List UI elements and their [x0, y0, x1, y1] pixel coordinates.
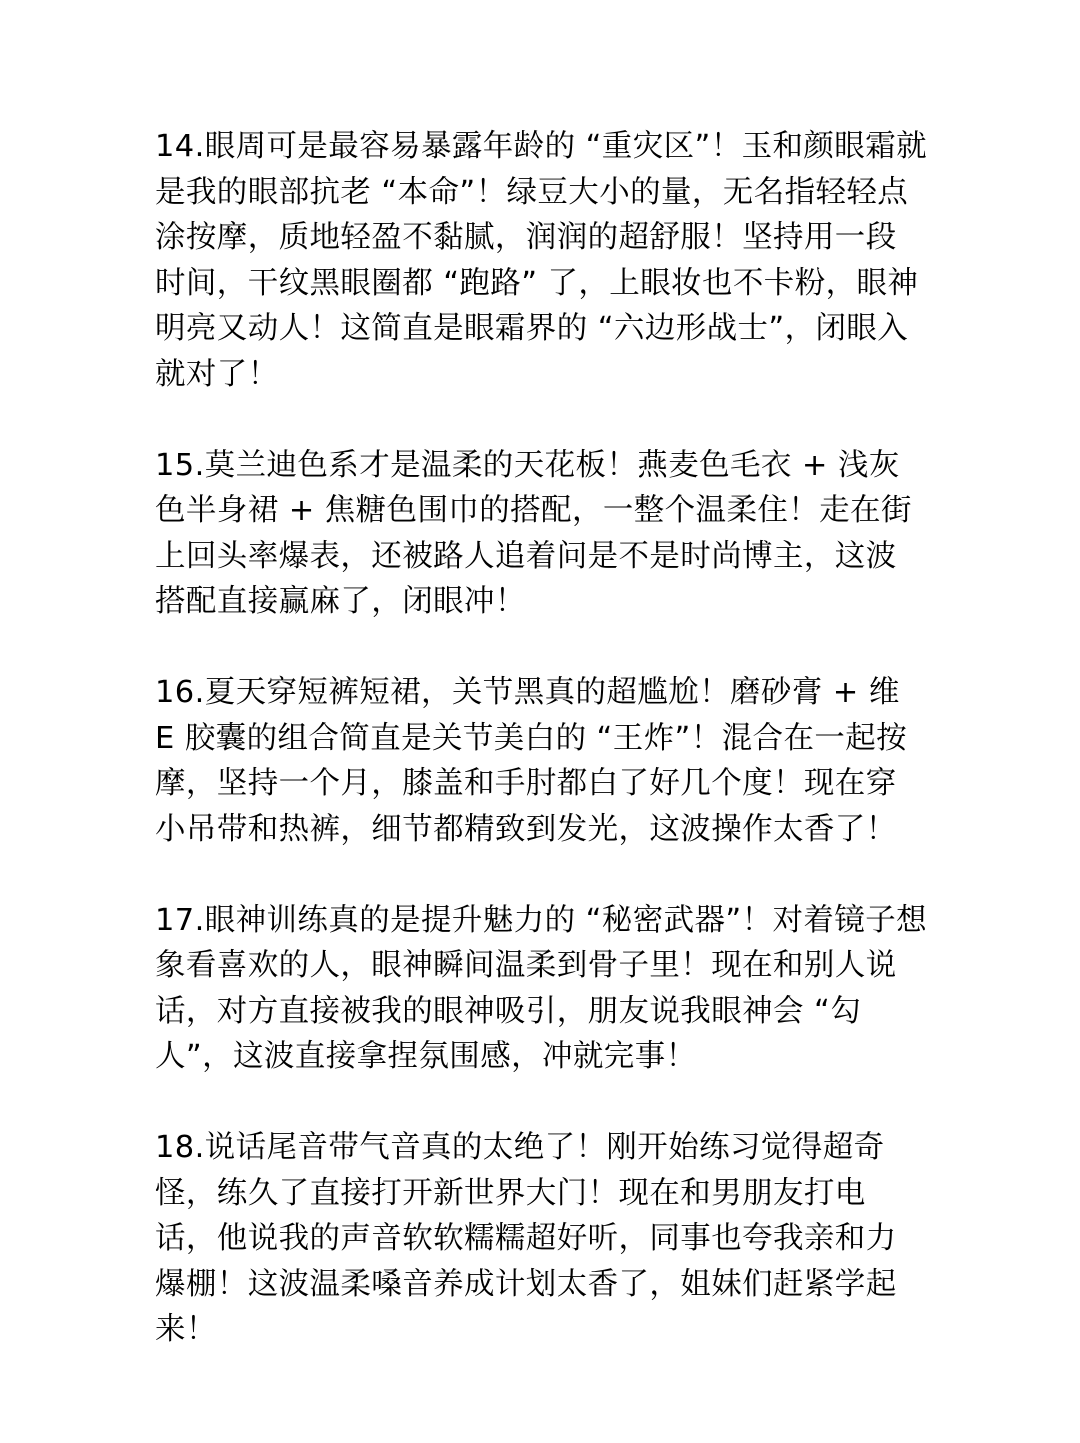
paragraph-15: 15.莫兰迪色系才是温柔的天花板！燕麦色毛衣 + 浅灰色半身裙 + 焦糖色围巾的搭配，一整个温柔住！走在街上回头率爆表，还被路人追着问是不是时尚博主，这波搭配直接赢麻了，闭眼冲！ — [155, 447, 912, 619]
paragraph-16: 16.夏天穿短裤短裙，关节黑真的超尴尬！磨砂膏 + 维 E 胶囊的组合简直是关节美白的 “王炸”！混合在一起按摩，坚持一个月，膝盖和手肘都白了好几个度！现在穿小吊带和热裤，细节都精致到发光，这波操作太香了！ — [155, 675, 908, 847]
paragraph-14: 14.眼周可是最容易暴露年龄的 “重灾区”！玉和颜眼霜就是我的眼部抗老 “本命”！绿豆大小的量，无名指轻轻点涂按摩，质地轻盈不黏腻，润润的超舒服！坚持用一段时间，干纹黑眼圈都 “跑路” 了，上眼妆也不卡粉，眼神明亮又动人！这简直是眼霜界的 “六边形战士”，闭眼入就对了！ — [155, 129, 928, 392]
article-body — [155, 124, 927, 1398]
paragraph-17: 17.眼神训练真的是提升魅力的 “秘密武器”！对着镜子想象看喜欢的人，眼神瞬间温柔到骨子里！现在和别人说话，对方直接被我的眼神吸引，朋友说我眼神会 “勾人”，这波直接拿捏氛围感，冲就完事！ — [155, 902, 928, 1074]
paragraph-18: 18.说话尾音带气音真的太绝了！刚开始练习觉得超奇怪，练久了直接打开新世界大门！现在和男朋友打电话，他说我的声音软软糯糯超好听，同事也夸我亲和力爆棚！这波温柔嗓音养成计划太香了，姐妹们赶紧学起来！ — [155, 1130, 897, 1347]
